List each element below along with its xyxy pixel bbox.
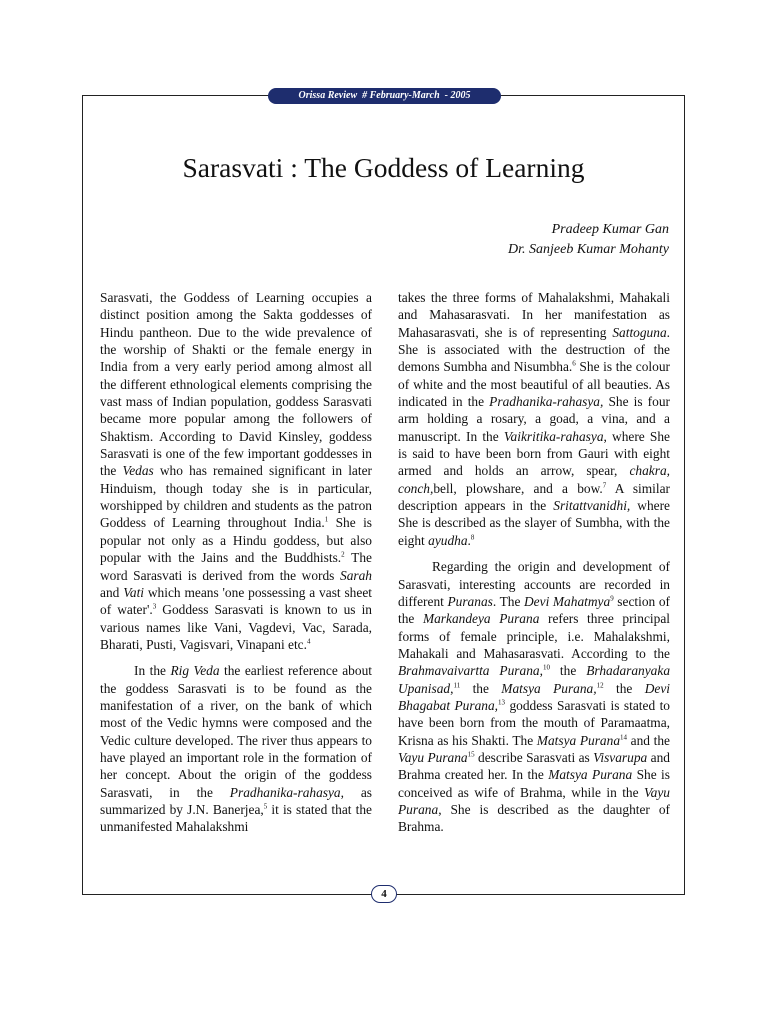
paragraph-rig-veda: In the Rig Veda the earliest reference about the goddess Sarasvati is to be found as the manifestation of a river, on the bank of which most of the Vedic hymns were composed and the Vedic culture developed. The river thus appears to have played an important role in the formation of her concept. About the origin of the goddess Sarasvati, in the Pradhanika-rahasya, as summarized by J.N. Banerjea,$^5$ it is stated that the unmanifested Mahalakshmi (100, 663, 373, 835)
paragraph-forms: takes the three forms of Mahalakshmi, Mahakali and Mahasarasvati. In her manifestation as Mahasarasvati, she is of representing Sattoguna. She is associated with the destruction of the demons Sumbha and Nisumbha.$^6$ She is the colour of white and the most beautiful of all beauties. As indicated in the Pradhanika-rahasya, She is four arm holding a rosary, a goad, a vina, and a manuscript. In the Vaikritika-rahasya, where She is said to have been born from Gauri with eight armed and holds an arrow, spear, chakra, conch,bell, plowshare, and a bow.$^7$ A similar description appears in the Sritattvanidhi, where She is described as the slayer of Sumbha, with the eight ayudha.$^8$ (398, 290, 671, 548)
author-name: Dr. Sanjeeb Kumar Mohanty (508, 242, 669, 257)
footnote-ref: 6 (572, 359, 576, 368)
footnote-ref: 5 (263, 802, 268, 811)
footnote-ref: 13 (498, 698, 506, 707)
author-name: Pradeep Kumar Gan (551, 222, 669, 237)
left-column (100, 289, 372, 836)
footnote-ref: 14 (620, 733, 628, 742)
author-list (508, 220, 669, 260)
page-number-badge: 4 (371, 885, 397, 903)
footnote-ref: 11 (453, 681, 461, 690)
article-title: Sarasvati : The Goddess of Learning (182, 152, 585, 183)
paragraph-puranas: Regarding the origin and development of Sarasvati, interesting accounts are recorded in different Puranas. The Devi Mahatmya$^9$ section of the Markandeya Purana refers three principal forms of female principle, i.e. Mahalakshmi, Mahakali and Mahasarasvati. According to the Brahmavaivartta Purana,$^{10}$ the Brhadaranyaka Upanisad,$^{11}$ the Matsya Purana,$^{12}$ the Devi Bhagabat Purana,$^{13}$ goddess Sarasvati is stated to have been born from the mouth of Paramaatma, Krisna as his Shakti. The Matsya Purana$^{14}$ and the Vayu Purana$^{15}$ describe Sarasvati as Visvarupa and Brahma created her. In the Matsya Purana She is conceived as wife of Brahma, while in the Vayu Purana, She is described as the daughter of Brahma. (398, 559, 671, 835)
paragraph-intro: Sarasvati, the Goddess of Learning occupies a distinct position among the Sakta goddesses of Hindu pantheon. Due to the wide prevalence of the worship of Shakti or the female energy in India from a very early period among almost all the different ethnological elements comprising the vast mass of Indian population, goddess Sarasvati became more popular among the followers of Shaktism. According to David Kinsley, goddess Sarasvati is one of the few important goddesses in the Vedas who has remained significant in later Hinduism, though today she is in particular, worshipped by children and students as the patron Goddess of Learning throughout India.$^1$ She is popular not only as a Hindu goddess, but also popular with the Jains and the Buddhists.$^2$ The word Sarasvati is derived from the words Sarah and Vati which means 'one possessing a vast sheet of water'.$^3$ Goddess Sarasvati is known to us in various names like Vani, Vagdevi, Vac, Sarada, Bharati, Pusti, Vagisvari, Vinapani etc.$^4$ (100, 290, 372, 652)
footnote-ref: 15 (467, 750, 475, 759)
footnote-ref: 12 (596, 681, 604, 690)
footnote-ref: 3 (152, 602, 157, 611)
footnote-ref: 4 (306, 637, 311, 646)
footnote-ref: 1 (324, 516, 329, 524)
journal-header-badge: Orissa Review # February-March - 2005 (268, 88, 501, 104)
footnote-ref: 10 (542, 663, 550, 672)
footnote-ref: 2 (341, 550, 345, 559)
footnote-ref: 8 (470, 533, 475, 542)
footnote-ref: 7 (602, 481, 607, 490)
footnote-ref: 9 (610, 594, 614, 603)
right-column (398, 289, 670, 836)
